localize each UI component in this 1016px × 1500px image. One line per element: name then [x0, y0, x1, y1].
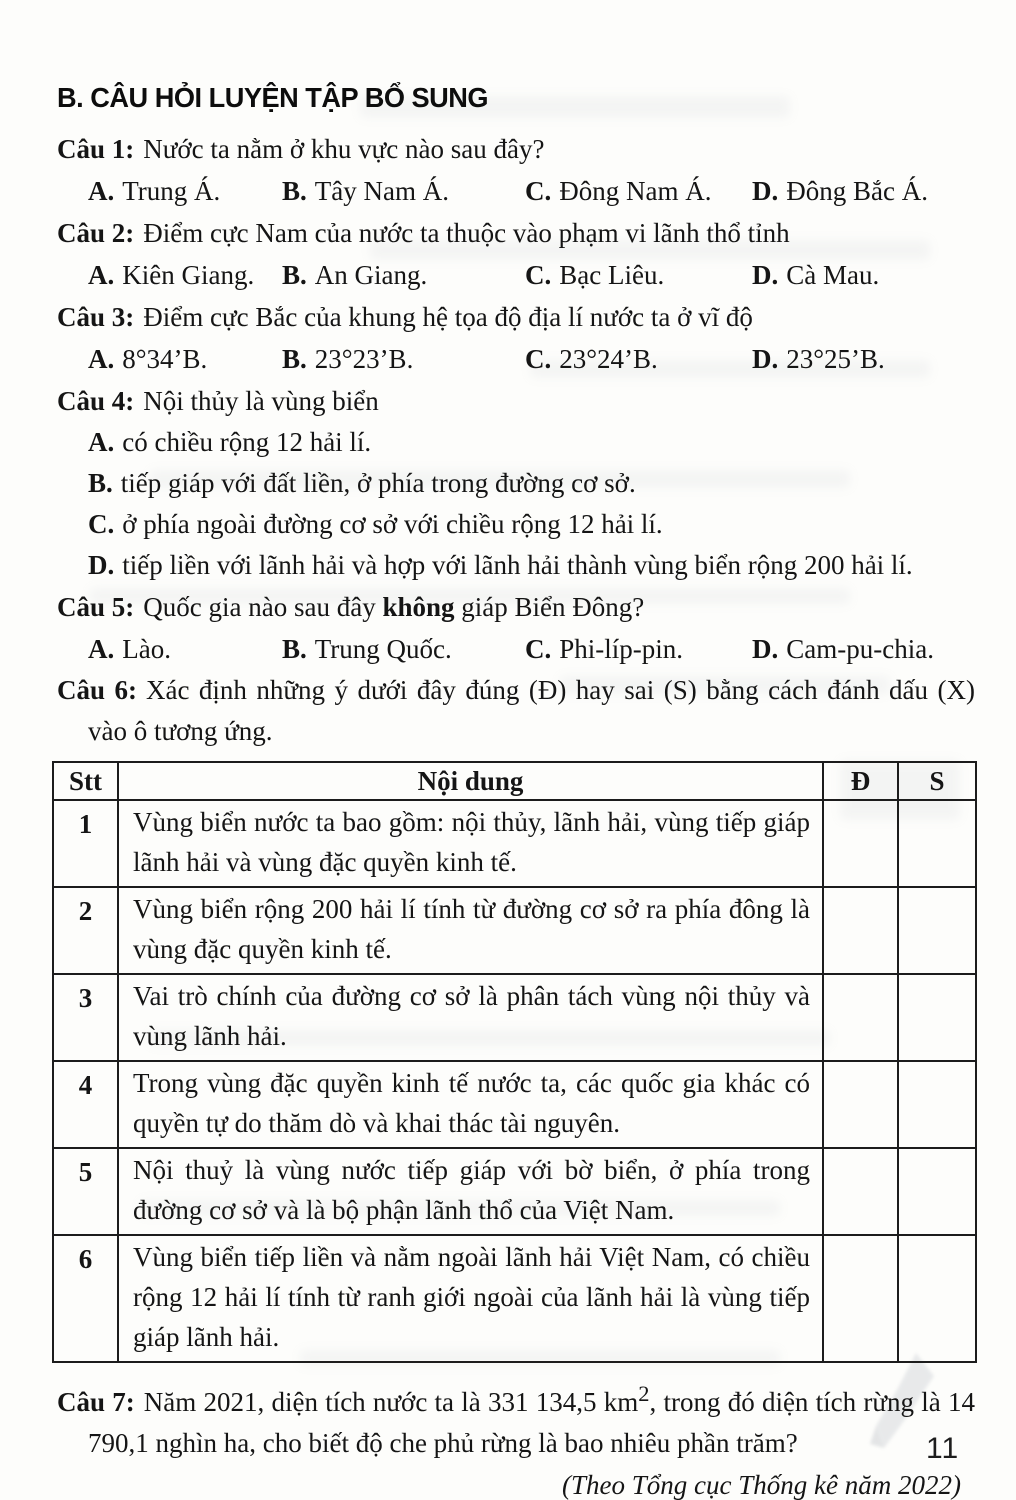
row-5-stt: 5: [53, 1148, 118, 1235]
question-5-text-bold: không: [382, 592, 455, 622]
row-1-dung-cell: [823, 800, 898, 887]
question-1-text: Nước ta nằm ở khu vực nào sau đây?: [143, 134, 545, 164]
question-7-text-pre: Năm 2021, diện tích nước ta là 331 134,5 km: [143, 1387, 639, 1417]
question-4-option-c: C. ở phía ngoài đường cơ sở với chiều rộng 12 hải lí.: [88, 509, 663, 539]
question-5: [57, 586, 975, 628]
table-row: [53, 800, 976, 887]
question-2-text: Điểm cực Nam của nước ta thuộc vào phạm vi lãnh thổ tỉnh: [143, 218, 790, 248]
row-4-sai-cell: [898, 1061, 976, 1148]
section-heading: B. CÂU HỎI LUYỆN TẬP BỔ SUNG: [57, 82, 489, 113]
row-4-dung-cell: [823, 1061, 898, 1148]
row-3-stt: 3: [53, 974, 118, 1061]
table-row: [53, 1235, 976, 1362]
row-1-stt: 1: [53, 800, 118, 887]
question-3-text: Điểm cực Bắc của khung hệ tọa độ địa lí nước ta ở vĩ độ: [143, 302, 753, 332]
question-7-text-post: , trong đó diện tích rừng là 14 790,1 nghìn ha, cho biết độ che phủ rừng là bao nhiêu phần trăm?: [88, 1387, 975, 1458]
question-3: [57, 296, 975, 338]
question-4-option-d: D. tiếp liền với lãnh hải và hợp với lãnh hải thành vùng biển rộng 200 hải lí.: [88, 550, 913, 580]
question-1: [57, 128, 975, 170]
question-4-option-b: B. tiếp giáp với đất liền, ở phía trong đường cơ sở.: [88, 468, 636, 498]
row-5-content: Nội thuỷ là vùng nước tiếp giáp với bờ biển, ở phía trong đường cơ sở và là bộ phận lãnh thổ của Việt Nam.: [118, 1148, 823, 1235]
question-2-options: [57, 254, 975, 296]
source-citation: (Theo Tổng cục Thống kê năm 2022): [562, 1470, 961, 1500]
question-3-label: Câu 3:: [57, 302, 135, 332]
option-b: B. An Giang.: [282, 260, 428, 290]
option-c: C. Phi-líp-pin.: [525, 634, 684, 664]
option-c: C. Bạc Liêu.: [525, 260, 665, 290]
option-b: B. Tây Nam Á.: [282, 176, 449, 206]
row-6-dung-cell: [823, 1235, 898, 1362]
question-4-label: Câu 4:: [57, 386, 135, 416]
row-5-dung-cell: [823, 1148, 898, 1235]
option-d: D. 23°25’B.: [752, 344, 885, 374]
table-header-row: [53, 762, 976, 800]
row-1-sai-cell: [898, 800, 976, 887]
question-5-text-pre: Quốc gia nào sau đây: [143, 592, 383, 622]
option-c: C. 23°24’B.: [525, 344, 658, 374]
option-c: C. Đông Nam Á.: [525, 176, 712, 206]
true-false-table: [52, 761, 977, 1363]
option-d: D. Cà Mau.: [752, 260, 880, 290]
header-stt: Stt: [53, 762, 118, 800]
row-2-sai-cell: [898, 887, 976, 974]
row-5-sai-cell: [898, 1148, 976, 1235]
question-5-text-post: giáp Biển Đông?: [454, 592, 645, 622]
question-7-superscript: 2: [638, 1381, 650, 1406]
option-a: A. 8°34’B.: [88, 344, 208, 374]
page-number: 11: [926, 1432, 960, 1465]
question-6-text: Xác định những ý dưới đây đúng (Đ) hay sai (S) bằng cách đánh dấu (X) vào ô tương ứng.: [88, 675, 975, 746]
page-content: [57, 82, 975, 1500]
question-1-label: Câu 1:: [57, 134, 135, 164]
option-a: A. Kiên Giang.: [88, 260, 255, 290]
option-d: D. Đông Bắc Á.: [752, 176, 928, 206]
table-row: [53, 974, 976, 1061]
row-2-content: Vùng biển rộng 200 hải lí tính từ đường cơ sở ra phía đông là vùng đặc quyền kinh tế.: [118, 887, 823, 974]
question-4-text: Nội thủy là vùng biển: [143, 386, 379, 416]
option-d: D. Cam-pu-chia.: [752, 634, 934, 664]
row-1-content: Vùng biển nước ta bao gồm: nội thủy, lãnh hải, vùng tiếp giáp lãnh hải và vùng đặc quyền kinh tế.: [118, 800, 823, 887]
row-2-dung-cell: [823, 887, 898, 974]
question-1-options: [57, 170, 975, 212]
question-7-label: Câu 7:: [57, 1387, 135, 1417]
row-6-stt: 6: [53, 1235, 118, 1362]
question-7: [57, 1373, 975, 1464]
question-4: [57, 380, 975, 422]
row-2-stt: 2: [53, 887, 118, 974]
option-a: A. Lào.: [88, 634, 171, 664]
row-3-content: Vai trò chính của đường cơ sở là phân tách vùng nội thủy và vùng lãnh hải.: [118, 974, 823, 1061]
option-b: B. 23°23’B.: [282, 344, 414, 374]
option-a: A. Trung Á.: [88, 176, 221, 206]
question-3-options: [57, 338, 975, 380]
table-row: [53, 1061, 976, 1148]
table-row: [53, 1148, 976, 1235]
row-6-sai-cell: [898, 1235, 976, 1362]
question-2: [57, 212, 975, 254]
header-dung: Đ: [823, 762, 898, 800]
option-b: B. Trung Quốc.: [282, 634, 452, 664]
row-3-dung-cell: [823, 974, 898, 1061]
question-5-label: Câu 5:: [57, 592, 135, 622]
row-4-stt: 4: [53, 1061, 118, 1148]
question-6: [57, 670, 975, 752]
row-3-sai-cell: [898, 974, 976, 1061]
header-sai: S: [898, 762, 976, 800]
row-6-content: Vùng biển tiếp liền và nằm ngoài lãnh hải Việt Nam, có chiều rộng 12 hải lí tính từ ranh giới ngoài của lãnh hải là vùng tiếp giáp lãnh hải.: [118, 1235, 823, 1362]
table-row: [53, 887, 976, 974]
question-4-option-a: A. có chiều rộng 12 hải lí.: [88, 427, 372, 457]
question-6-label: Câu 6:: [57, 675, 137, 705]
header-noi-dung: Nội dung: [118, 762, 823, 800]
question-2-label: Câu 2:: [57, 218, 135, 248]
row-4-content: Trong vùng đặc quyền kinh tế nước ta, các quốc gia khác có quyền tự do thăm dò và khai thác tài nguyên.: [118, 1061, 823, 1148]
question-5-options: [57, 628, 975, 670]
